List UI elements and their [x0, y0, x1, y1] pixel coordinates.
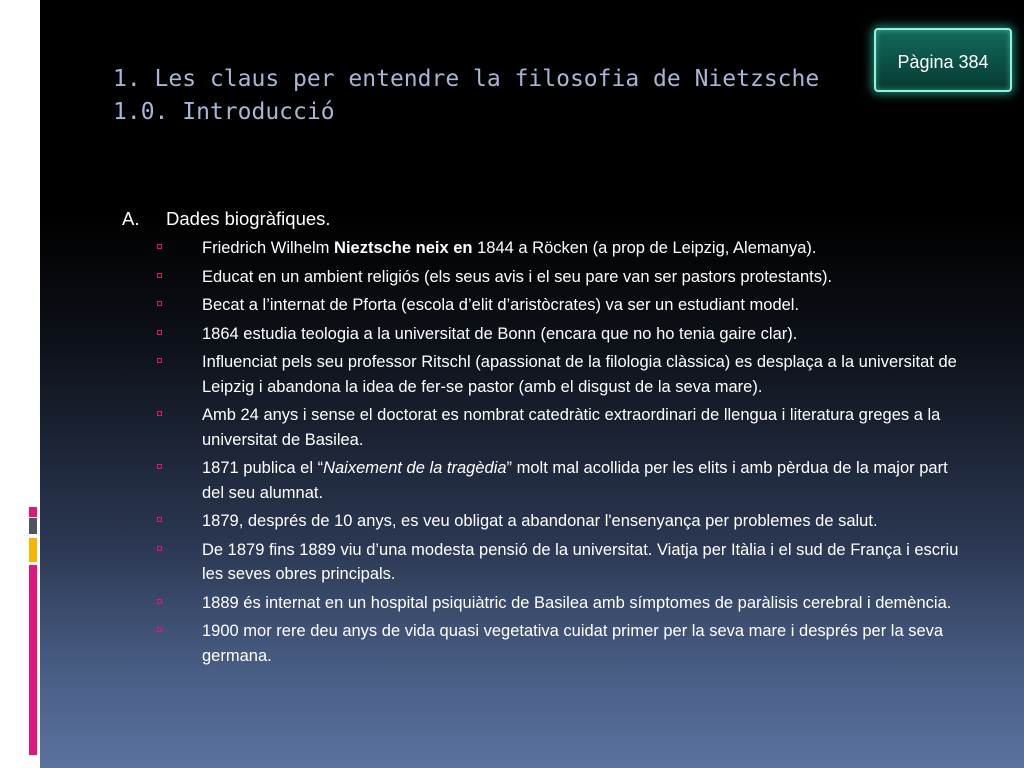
- list-item: [122, 265, 962, 290]
- square-bullet-icon: [157, 627, 162, 632]
- item-text: De 1879 fins 1889 viu d’una modesta pensió de la universitat. Viatja per Itàlia i el sud de França i escriu les seves obres principals.: [202, 540, 959, 583]
- decor-gray-block: [29, 518, 37, 534]
- square-bullet-icon: [157, 464, 162, 469]
- square-bullet-icon: [157, 411, 162, 416]
- item-text: Becat a l’internat de Pforta (escola d’elit d’aristòcrates) va ser un estudiant model.: [202, 296, 800, 314]
- decor-yellow-block: [29, 538, 37, 562]
- item-text: 1864 estudia teologia a la universitat de Bonn (encara que no ho tenia gaire clar).: [202, 324, 798, 343]
- list-item: [122, 236, 962, 261]
- square-bullet-icon: [157, 517, 162, 522]
- item-text: Amb 24 anys i sense el doctorat es nombrat catedràtic extraordinari de llengua i literatura greges a la universitat de Basilea.: [202, 406, 941, 449]
- item-text: ” molt mal acollida per les elits i amb pèrdua de la major part del seu alumnat.: [202, 459, 948, 502]
- item-text: Influenciat pels seu professor Ritschl (apassionat de la filologia clàssica) es desplaça a la universitat de Leipzig i abandona la idea de fer-se pastor (amb el disgust de la seva mare).: [202, 353, 957, 396]
- list-item: [122, 538, 962, 587]
- item-text: 1900 mor rere deu anys de vida quasi vegetativa cuidat primer per la seva mare i després per la seva germana.: [202, 622, 944, 665]
- list-item: [122, 591, 962, 616]
- section-heading: [122, 206, 962, 232]
- item-text: 1871 publica el “: [202, 459, 324, 477]
- slide-content: [122, 206, 962, 672]
- slide-title: [113, 63, 819, 129]
- decor-pink-bar: [29, 565, 37, 755]
- item-text: Friedrich Wilhelm: [202, 239, 335, 257]
- square-bullet-icon: [157, 358, 162, 363]
- square-bullet-icon: [157, 546, 162, 551]
- list-item: [122, 509, 962, 534]
- section-heading-text: Dades biogràfiques.: [166, 208, 331, 229]
- page-number-badge: Pàgina 384: [874, 28, 1012, 92]
- item-text: Educat en un ambient religiós (els seus avis i el seu pare van ser pastors protestants).: [202, 267, 833, 286]
- section-marker: A.: [122, 208, 140, 229]
- list-item: [122, 456, 962, 505]
- square-bullet-icon: [157, 244, 162, 249]
- title-line-1: 1. Les claus per entendre la filosofia de Nietzsche: [113, 66, 820, 92]
- square-bullet-icon: [157, 273, 162, 278]
- bullet-list: [122, 236, 962, 668]
- square-bullet-icon: [157, 599, 162, 604]
- square-bullet-icon: [157, 301, 162, 306]
- title-line-2: 1.0. Introducció: [113, 99, 335, 125]
- list-item: [122, 403, 962, 452]
- list-item: [122, 619, 962, 668]
- list-item: [122, 350, 962, 399]
- decor-pink-block: [29, 507, 37, 517]
- item-text: 1889 és internat en un hospital psiquiàtric de Basilea amb símptomes de paràlisis cerebral i demència.: [202, 593, 952, 612]
- item-text-bold: Nieztsche neix en: [334, 239, 473, 257]
- item-text-italic: Naixement de la tragèdia: [323, 459, 507, 477]
- list-item: [122, 322, 962, 347]
- list-item: [122, 293, 962, 318]
- item-text: 1879, després de 10 anys, es veu obligat a abandonar l'ensenyança per problemes de salut.: [202, 512, 878, 530]
- square-bullet-icon: [157, 330, 162, 335]
- item-text: 1844 a Röcken (a prop de Leipzig, Alemanya).: [472, 239, 817, 257]
